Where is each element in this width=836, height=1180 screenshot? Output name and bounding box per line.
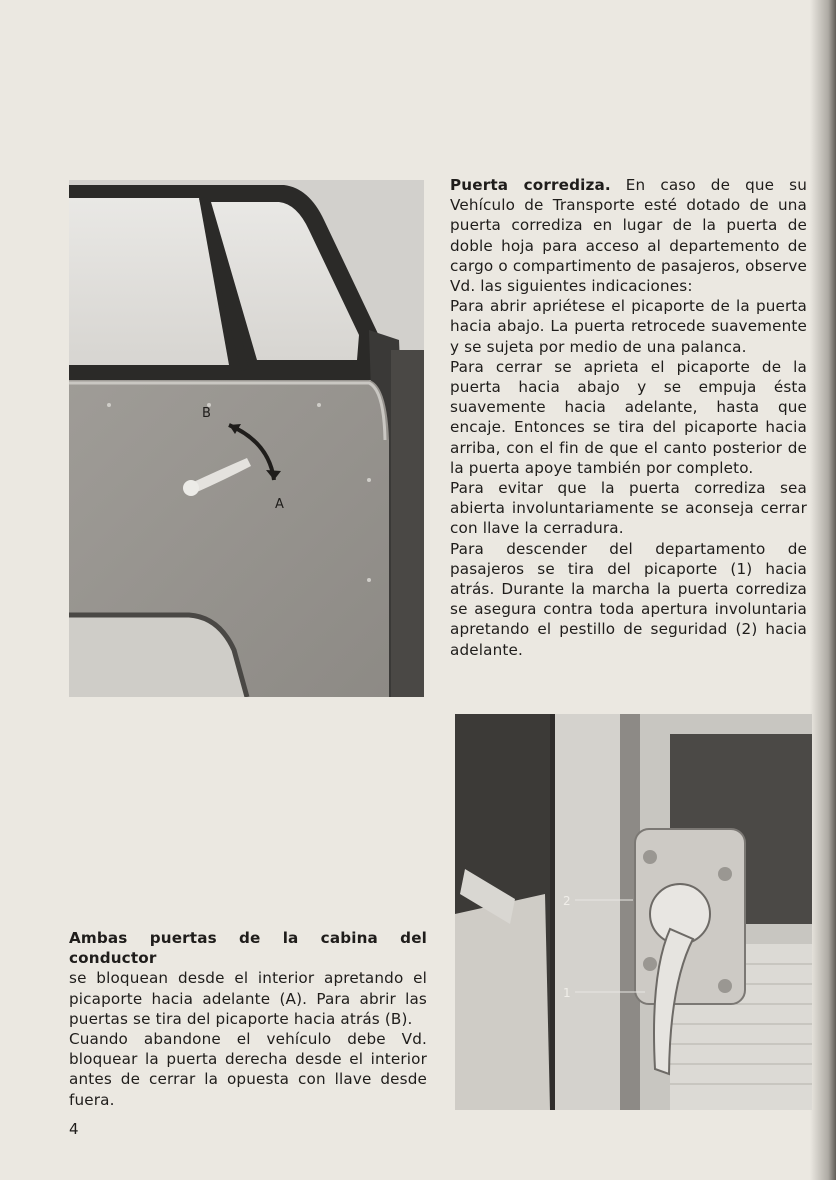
cab-doors-leave-text: Cuando abandone el vehículo debe Vd. bloquear la puerta derecha desde el interior antes de cerrar la opuesta con llave desde fuera. — [69, 1030, 427, 1109]
cab-door-photo — [69, 180, 424, 697]
sliding-door-instructions — [450, 175, 807, 660]
handle-label-2: 2 — [563, 894, 571, 908]
sliding-door-lock-text: Para evitar que la puerta corrediza sea abierta involuntariamente se aconseja cerrar con llave la cerradura. — [450, 479, 807, 538]
sliding-door-close-text: Para cerrar se aprieta el picaporte de la puerta hacia abajo y se empuja ésta suavemente hacia adelante, hasta que encaje. Entonces se tira del picaporte hacia arriba, con el fin de que el canto posterior de la puerta apoye también por completo. — [450, 357, 807, 477]
door-label-b: B — [202, 406, 211, 421]
sliding-door-handle-illustration — [455, 714, 812, 1110]
door-label-a: A — [275, 497, 284, 512]
sliding-door-heading: Puerta corrediza. — [450, 176, 611, 194]
cab-door-illustration — [69, 180, 424, 697]
cab-doors-heading: Ambas puertas de la cabina del conductor — [69, 929, 427, 968]
handle-label-1: 1 — [563, 986, 571, 1000]
sliding-door-intro — [450, 175, 807, 296]
sliding-door-exit-text: Para descender del departamento de pasajeros se tira del picaporte (1) hacia atrás. Durante la marcha la puerta corrediza se asegura contra toda apertura involuntaria apretando el pestillo de seguridad (2) hacia adelante. — [450, 539, 807, 659]
sliding-door-intro-text: En caso de que su Vehículo de Transporte esté dotado de una puerta corrediza en lugar de la puerta de doble hoja para acceso al departemento de cargo o compartimento de pasajeros, observe Vd. las siguientes indicaciones: — [450, 176, 808, 296]
cab-doors-instructions — [69, 928, 427, 1110]
sliding-door-open-text: Para abrir apriétese el picaporte de la puerta hacia abajo. La puerta retrocede suavemente y se sujeta por medio de una palanca. — [450, 297, 807, 356]
page-number: 4 — [69, 1120, 79, 1138]
page-edge-shadow — [810, 0, 836, 1180]
cab-doors-lock-text: se bloquean desde el interior apretando el picaporte hacia adelante (A). Para abrir las puertas se tira del picaporte hacia atrás (B). — [69, 969, 427, 1028]
sliding-door-handle-photo — [455, 714, 812, 1110]
